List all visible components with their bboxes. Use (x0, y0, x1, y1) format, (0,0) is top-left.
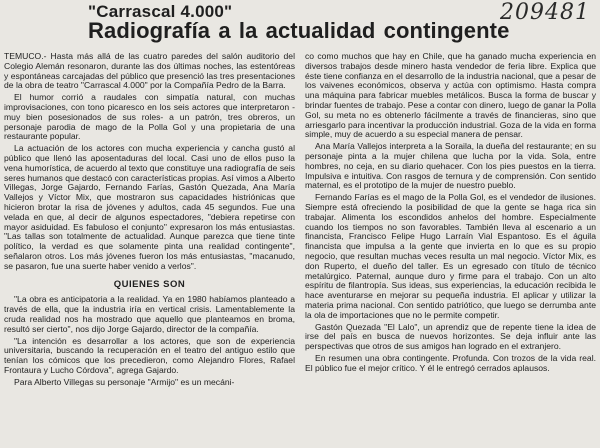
paragraph: La actuación de los actores con mucha experiencia y cancha gustó al público que llenó las aposentaduras del local. Casi uno de ellos puso la vena humorística, de acuerdo al texto que constituye una radiografía de seis seres humanos que destacó con características propias. Así vimos a Alberto Villegas, Jorge Gajardo, Fernando Farías, Gastón Quezada, Ana María Vallejos y Víctor Mix, que mostraron sus capacidades histriónicas que hicieron brotar la risa de jóvenes y adultos, cada 45 segundos. Fue una velada en que, al decir de algunos espectadores, "debiera repetirse con mayor asiduidad. Es fabuloso el conjunto" expresaron los más entusiastas. "Las tallas son totalmente de actualidad. Aunque parezca que tiene tinte político, la verdad es que solamente pinta una realidad contingente", señalaron otros. Los más jóvenes fueron los más entusiastas, "macanudo, se pasaron, fue una suerte haber venido a verlos". (4, 143, 295, 271)
paragraph: Gastón Quezada "El Lalo", un aprendiz que de repente tiene la idea de irse del país en busca de nuevos horizontes. Se deja influir ante las perspectivas que otros de sus amigos han logrado en el extranjero. (305, 321, 596, 352)
archive-number-stamp: 209481 (500, 0, 590, 25)
left-column (4, 52, 295, 448)
right-column (305, 52, 596, 448)
section-subheading: QUIENES SON (113, 278, 186, 290)
paragraph: Fernando Farías es el mago de la Polla Gol, es el vendedor de ilusiones. Siempre está ofreciendo la posibilidad de que la gente se haga rica sin trabajar. Alimenta los escondidos anhelos del hombre. Especialmente cuando los tiempos no son favorables. También lleva al escenario a un financista, Francisco Felipe Hugo Larraín Vial Espantoso. Es el águila financista que impulsa a la gente que invierta en lo que es su propio negocio, que resultan muchas veces resulta un mal negocio. Víctor Mix, es don Ruperto, el dueño del taller. Es un egresado con título de técnico metalúrgico. Paternal, aunque duro y firme para el trabajo. Con un alto espíritu de filantropía. Sus ideas, sus experiencias, la educación recibida le hace aventurarse en mejorar su pequeña industria. El aplicar y utilizar la materia prima nacional. Con sentido patriótico, que luego se derrumba ante la ola de importaciones que no le permite competir. (305, 192, 596, 320)
paragraph: Ana María Vallejos interpreta a la Soraila, la dueña del restaurante; en su personaje pinta a la mujer chilena que lucha por la vida. Sola, entre hombres, no ceja, en su diario quehacer. Con los pies puestos en la tierra. Impulsiva e intuitiva. Con rasgos de ternura y de comprensión. Con sentido maternal, es el prototipo de la mujer de nuestro pueblo. (305, 141, 596, 191)
paragraph: "La intención es desarrollar a los actores, que son de experiencia universitaria, buscando la recuperación en el teatro del antiguo estilo que tenían los cómicos que los precedieron, como Alejandro Flores, Rafael Frontaura y Lucho Córdova", agrega Gajardo. (4, 335, 295, 375)
paragraph: co como muchos que hay en Chile, que ha ganado mucha experiencia en diversos trabajos desde minero hasta vendedor de feria libre. Explica que éste tiene confianza en el desarrollo de la industria nacional, que a pesar de los vaivenes económicos, observa y actúa con optimismo. Hasta compra una máquina para fabricar muebles metálicos. Busca la forma de buscar y brindar fuentes de trabajo. Pese a contar con dinero, luego de ganar la Polla Gol, su meta no es obtenerlo fácilmente a través de financieras, sino que arriesgarlo para incentivar la producción industrial. Goza de la vida en forma simple, muy de acuerdo a su especial manera de pensar. (305, 52, 596, 140)
paragraph: El humor corrió a raudales con simpatía natural, con muchas improvisaciones, con tono picaresco en los seis actores que interpretaron -muy bien posesionados de sus roles- a un patrón, tres obreros, un personaje parodia de mago de la Polla Gol y una propietaria de una restaurante popular. (4, 92, 295, 142)
article-body (4, 52, 596, 448)
paragraph: "La obra es anticipatoria a la realidad. Ya en 1980 habíamos planteado a través de ella, que la industria iría en vertical crisis. Lamentablemente la cruda realidad nos ha mostrado que aquello que planteamos en broma, resultó ser cierto", nos dijo Jorge Gajardo, director de la compañía. (4, 294, 295, 334)
paragraph: Para Alberto Villegas su personaje "Armijo" es un mecáni- (14, 376, 235, 387)
paragraph: TEMUCO.- Hasta más allá de las cuatro paredes del salón auditorio del Colegio Alemán resonaron, durante las dos últimas noches, las estentóreas y espontáneas carcajadas del público que presenció las tres presentaciones de la obra de teatro "Carrascal 4.000" por la Compañía Pedro de la Barra. (4, 52, 295, 91)
play-title-overline: "Carrascal 4.000" (88, 2, 233, 21)
paragraph: En resumen una obra contingente. Profunda. Con trozos de la vida real. El público fue el mejor crítico. Y él le entregó cerrados aplausos. (305, 352, 596, 373)
article-headline: Radiografía a la actualidad contingente (88, 18, 510, 43)
